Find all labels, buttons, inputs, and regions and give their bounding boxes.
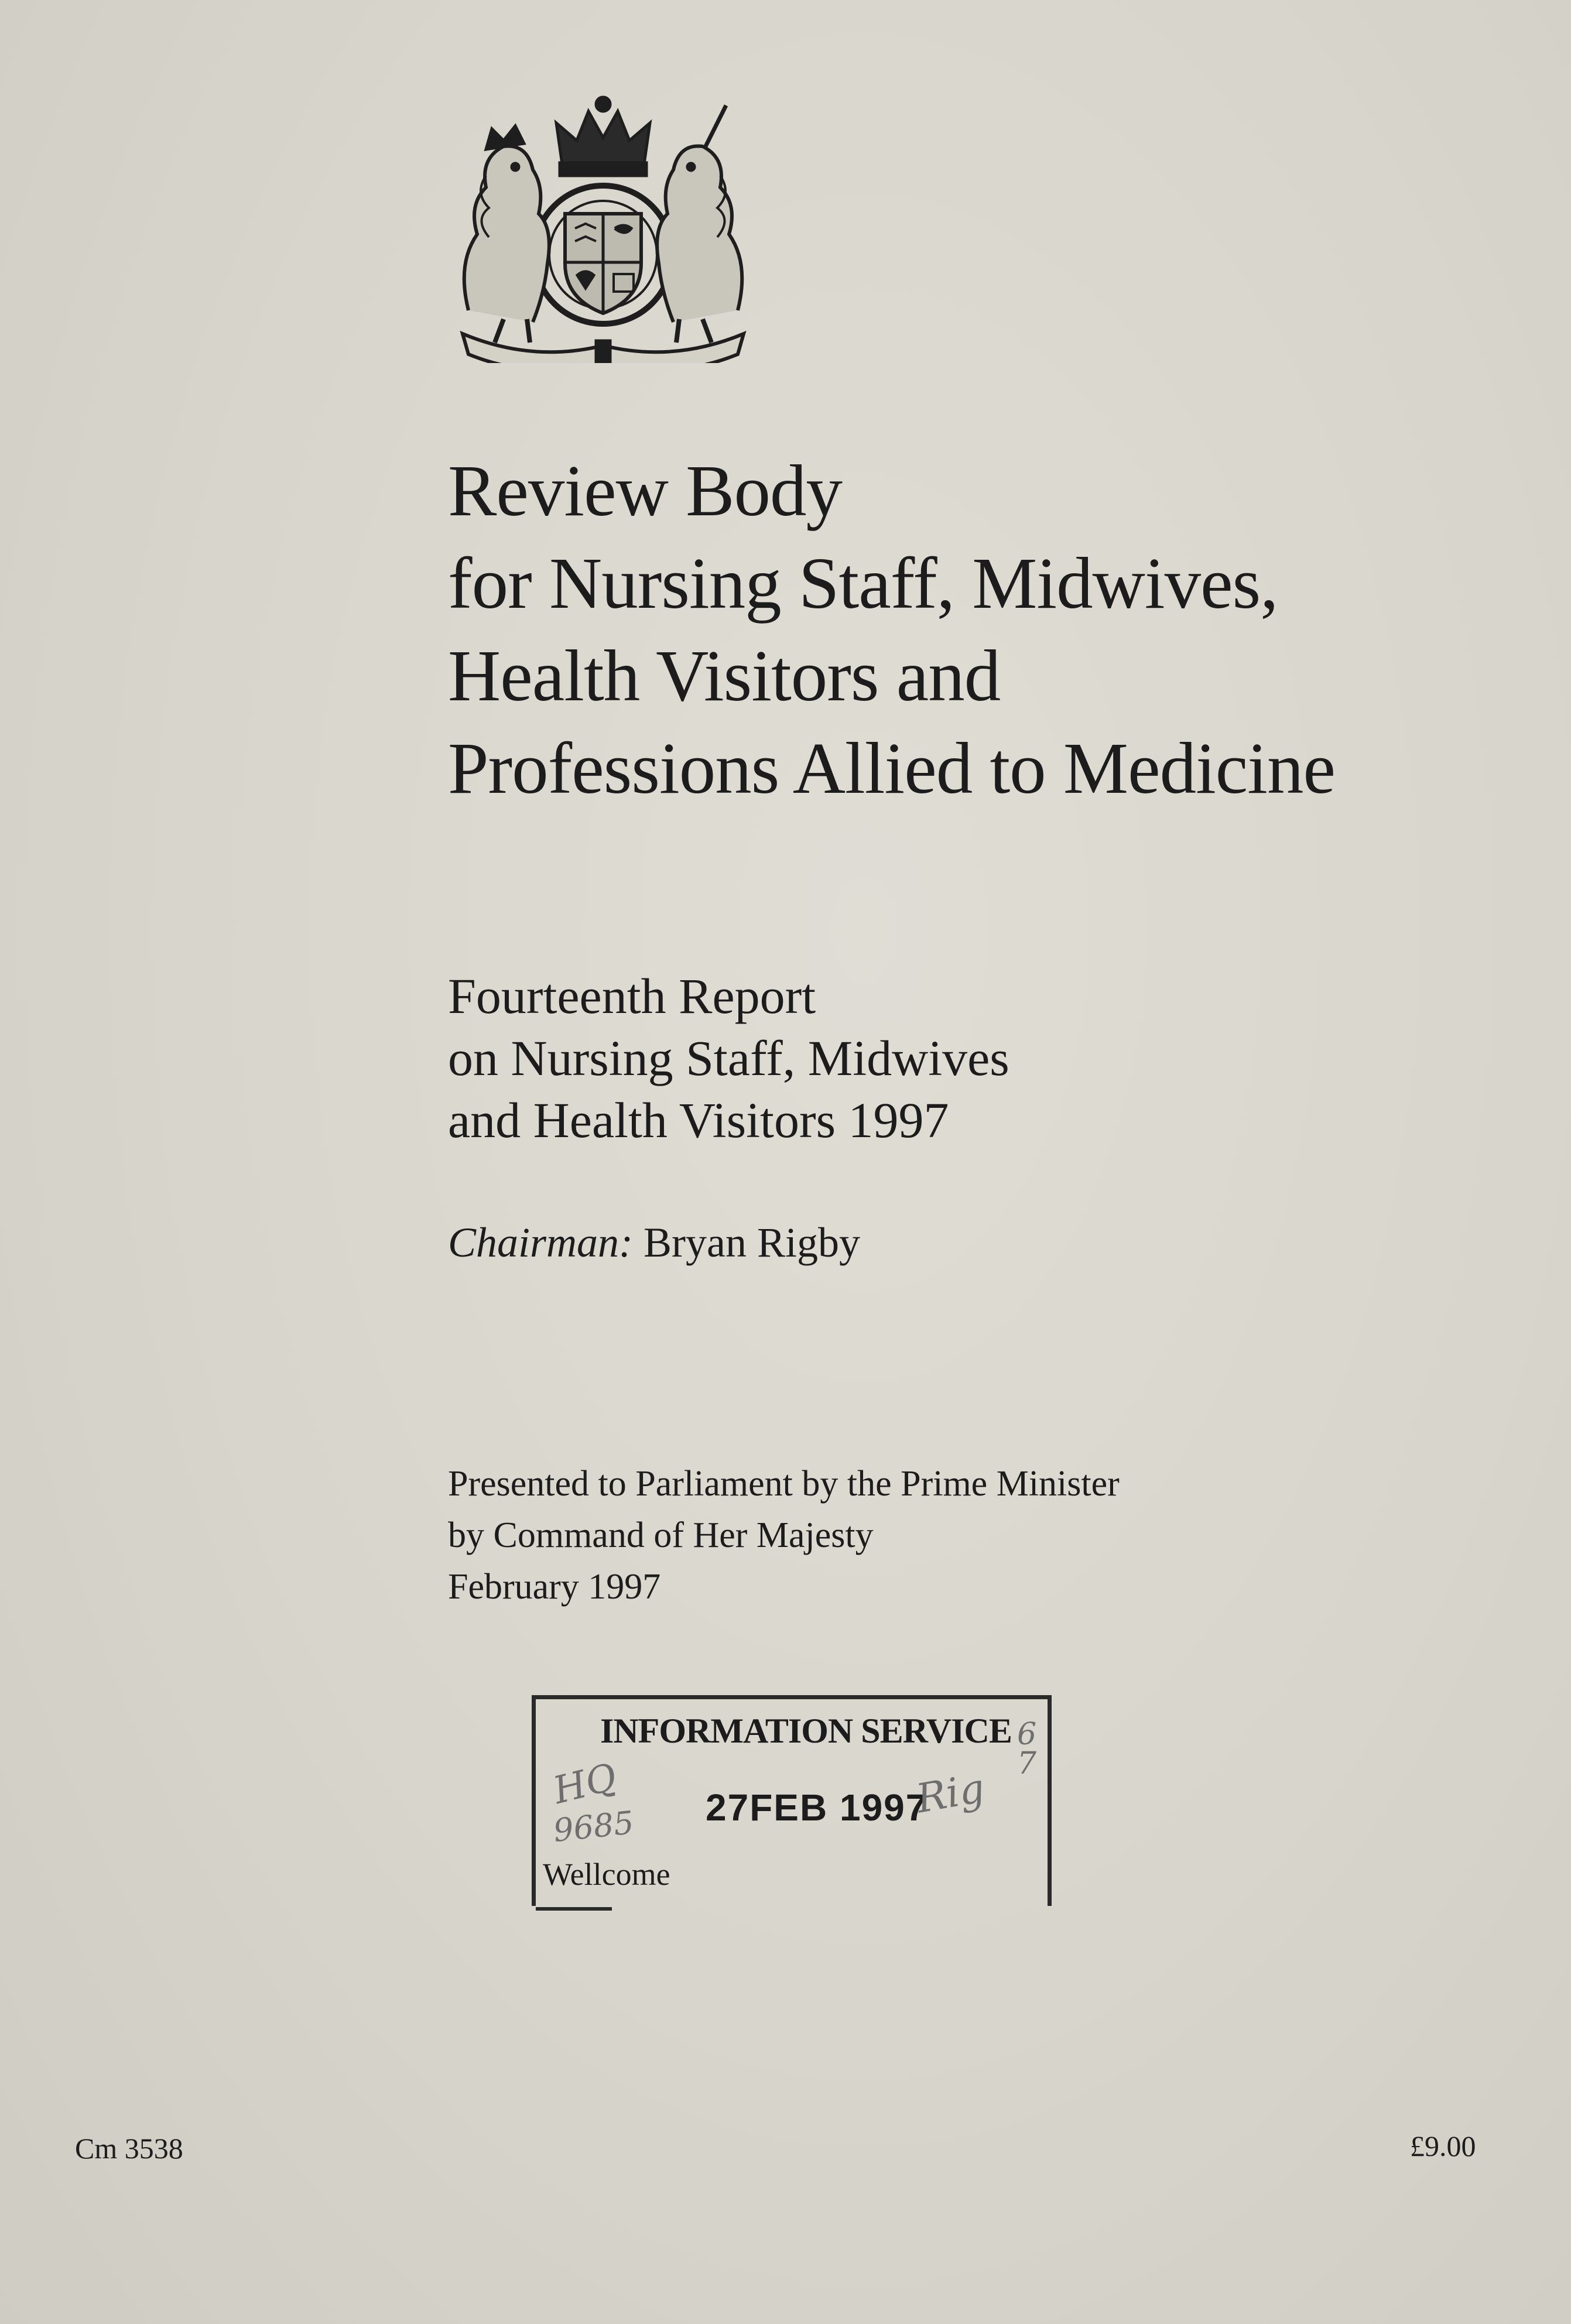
report-title — [448, 445, 1502, 815]
handwritten-mark: 6 — [1017, 1717, 1037, 1752]
chairman-label: Chairman: — [448, 1219, 634, 1266]
chairman-name: Bryan Rigby — [644, 1219, 861, 1266]
stamp-underline — [536, 1907, 612, 1911]
presented-date: February 1997 — [448, 1567, 661, 1607]
handwritten-mark: 9685 — [552, 1803, 636, 1850]
crest-scroll-motto — [0, 0, 1, 1]
price: £9.00 — [1410, 2130, 1476, 2162]
chairman-line — [448, 1213, 860, 1272]
report-subtitle — [448, 965, 1268, 1151]
subtitle-line-1: Fourteenth Report — [448, 968, 816, 1024]
stamp-organisation: Wellcome — [543, 1857, 670, 1892]
stamp-title: INFORMATION SERVICE — [600, 1712, 1012, 1750]
title-line-3: Health Visitors and — [448, 636, 1001, 717]
title-line-2: for Nursing Staff, Midwives, — [448, 543, 1278, 624]
presented-line-1: Presented to Parliament by the Prime Minister — [448, 1464, 1120, 1504]
handwritten-mark: 7 — [1017, 1746, 1037, 1781]
subtitle-line-3: and Health Visitors 1997 — [448, 1092, 949, 1148]
presentation-statement — [448, 1458, 1268, 1613]
royal-coat-of-arms-icon — [445, 88, 761, 363]
stamp-date: 27FEB 1997 — [706, 1786, 928, 1829]
crest-garter-motto — [0, 0, 1, 1]
handwritten-mark: Rig — [913, 1765, 988, 1823]
presented-line-2: by Command of Her Majesty — [448, 1515, 874, 1555]
command-number: Cm 3538 — [75, 2132, 183, 2165]
subtitle-line-2: on Nursing Staff, Midwives — [448, 1030, 1009, 1086]
title-line-4: Professions Allied to Medicine — [448, 728, 1335, 809]
title-line-1: Review Body — [448, 451, 842, 532]
library-stamp — [532, 1695, 1052, 1906]
handwritten-mark: HQ — [549, 1755, 621, 1813]
